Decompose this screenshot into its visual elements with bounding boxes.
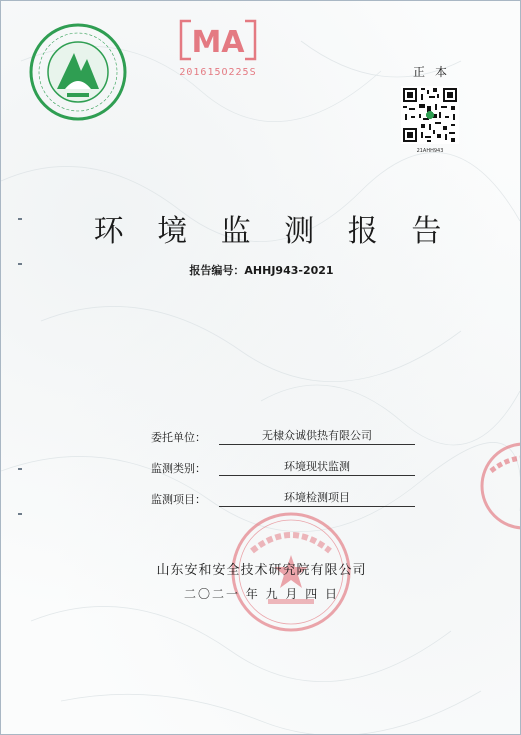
field-row-client [151, 426, 421, 445]
field-row-category [151, 457, 421, 476]
field-value-client: 无棣众诚供热有限公司 [219, 427, 415, 445]
field-value-category: 环境现状监测 [219, 458, 415, 476]
qr-code-block [394, 63, 466, 154]
edge-red-seal [479, 441, 521, 531]
field-label: 监测类别： [151, 462, 206, 475]
original-copy-label: 正本 [412, 65, 457, 79]
ma-logo-icon [169, 15, 267, 65]
ma-certificate-number: 201615O225S [179, 67, 257, 78]
ma-certification-mark [169, 15, 267, 89]
binding-mark [18, 468, 22, 470]
field-label: 监测项目： [151, 493, 206, 506]
cover-fields [151, 426, 421, 519]
qr-code-icon[interactable] [401, 86, 459, 144]
institute-green-seal [29, 23, 127, 121]
issue-date: 二〇二一 年 九 月 四 日 [183, 587, 340, 601]
issuing-organization: 山东安和安全技术研究院有限公司 [156, 563, 367, 578]
document-title: 环 境 监 测 报 告 [93, 214, 454, 249]
binding-mark [18, 513, 22, 515]
qr-caption: 21AHH943 [416, 148, 444, 154]
ma-mark-text: MA [191, 25, 245, 60]
field-row-items [151, 488, 421, 507]
report-number: 报告编号：AHHJ943-2021 [189, 264, 334, 277]
field-value-items: 环境检测项目 [219, 489, 415, 507]
field-label: 委托单位： [151, 431, 206, 444]
